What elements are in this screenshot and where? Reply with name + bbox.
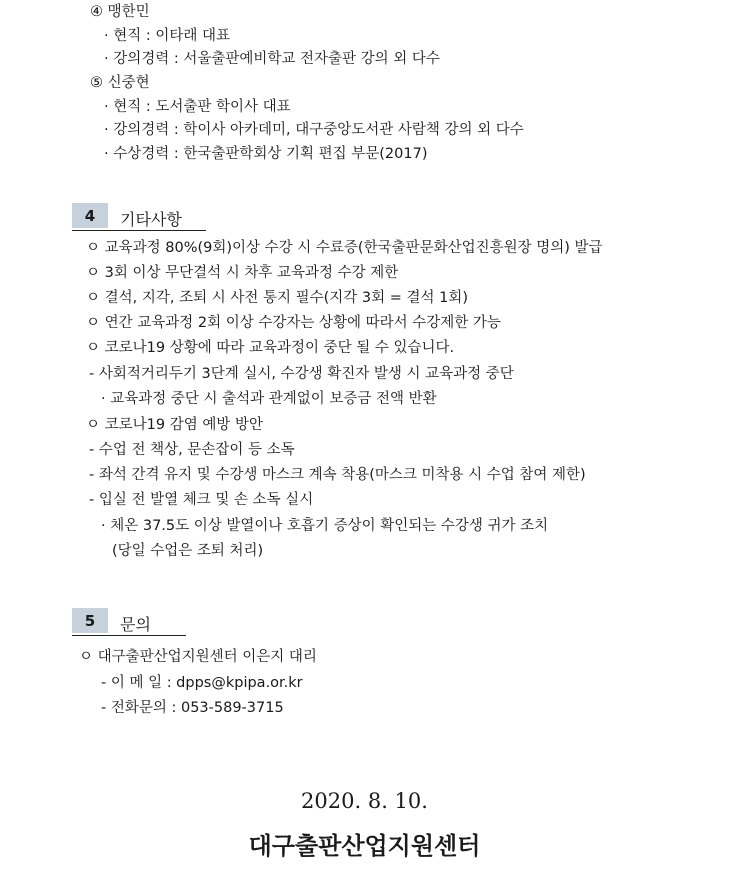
section-5-title: 문의 xyxy=(120,615,151,634)
section-4-item: · 교육과정 중단 시 출석과 관계없이 보증금 전액 반환 xyxy=(101,391,437,407)
contact-person: ㅇ 대구출판산업지원센터 이은지 대리 xyxy=(79,649,317,665)
section-4-item: ㅇ 결석, 지각, 조퇴 시 사전 통지 필수(지각 3회 = 결석 1회) xyxy=(86,290,468,306)
instructor-4-current-position: · 현직 : 이타래 대표 xyxy=(104,28,230,44)
instructor-4-lecture-career: · 강의경력 : 서울출판예비학교 전자출판 강의 외 다수 xyxy=(104,51,440,67)
instructor-5-lecture-career: · 강의경력 : 학이사 아카데미, 대구중앙도서관 사람책 강의 외 다수 xyxy=(104,122,524,138)
organization-name: 대구출판산업지원센터 xyxy=(248,831,481,860)
section-4-item: - 수업 전 책상, 문손잡이 등 소독 xyxy=(89,442,295,458)
section-4-item: ㅇ 교육과정 80%(9회)이상 수강 시 수료증(한국출판문화산업진흥원장 명의) 발급 xyxy=(86,240,603,256)
section-4-item: - 입실 전 발열 체크 및 손 소독 실시 xyxy=(89,492,314,508)
section-5-underline xyxy=(72,635,186,636)
section-4-item: - 좌석 간격 유지 및 수강생 마스크 계속 착용(마스크 미착용 시 수업 참여 제한) xyxy=(89,467,586,483)
instructor-5-award: · 수상경력 : 한국출판학회상 기획 편집 부문(2017) xyxy=(104,146,428,162)
section-4-item: · 체온 37.5도 이상 발열이나 호흡기 증상이 확인되는 수강생 귀가 조치 xyxy=(101,518,549,534)
section-4-underline xyxy=(72,230,206,231)
contact-phone: - 전화문의 : 053-589-3715 xyxy=(101,700,284,716)
section-5-number: 5 xyxy=(72,608,108,633)
instructor-5-current-position: · 현직 : 도서출판 학이사 대표 xyxy=(104,99,291,115)
section-4-item: ㅇ 3회 이상 무단결석 시 차후 교육과정 수강 제한 xyxy=(86,265,399,281)
instructor-5-name: ⑤ 신중현 xyxy=(90,75,150,91)
section-4-title: 기타사항 xyxy=(120,210,182,229)
document-date: 2020. 8. 10. xyxy=(301,789,428,813)
section-5-header xyxy=(72,608,186,633)
instructor-4-name: ④ 맹한민 xyxy=(90,4,150,20)
section-4-item: (당일 수업은 조퇴 처리) xyxy=(112,543,264,559)
section-4-item: ㅇ 연간 교육과정 2회 이상 수강자는 상황에 따라서 수강제한 가능 xyxy=(86,315,501,331)
section-4-header xyxy=(72,203,206,228)
section-4-number: 4 xyxy=(72,203,108,228)
contact-email: - 이 메 일 : dpps@kpipa.or.kr xyxy=(101,675,303,691)
section-4-item: ㅇ 코로나19 감염 예방 방안 xyxy=(86,417,263,433)
section-4-item: - 사회적거리두기 3단계 실시, 수강생 확진자 발생 시 교육과정 중단 xyxy=(89,366,514,382)
section-4-item: ㅇ 코로나19 상황에 따라 교육과정이 중단 될 수 있습니다. xyxy=(86,340,455,356)
